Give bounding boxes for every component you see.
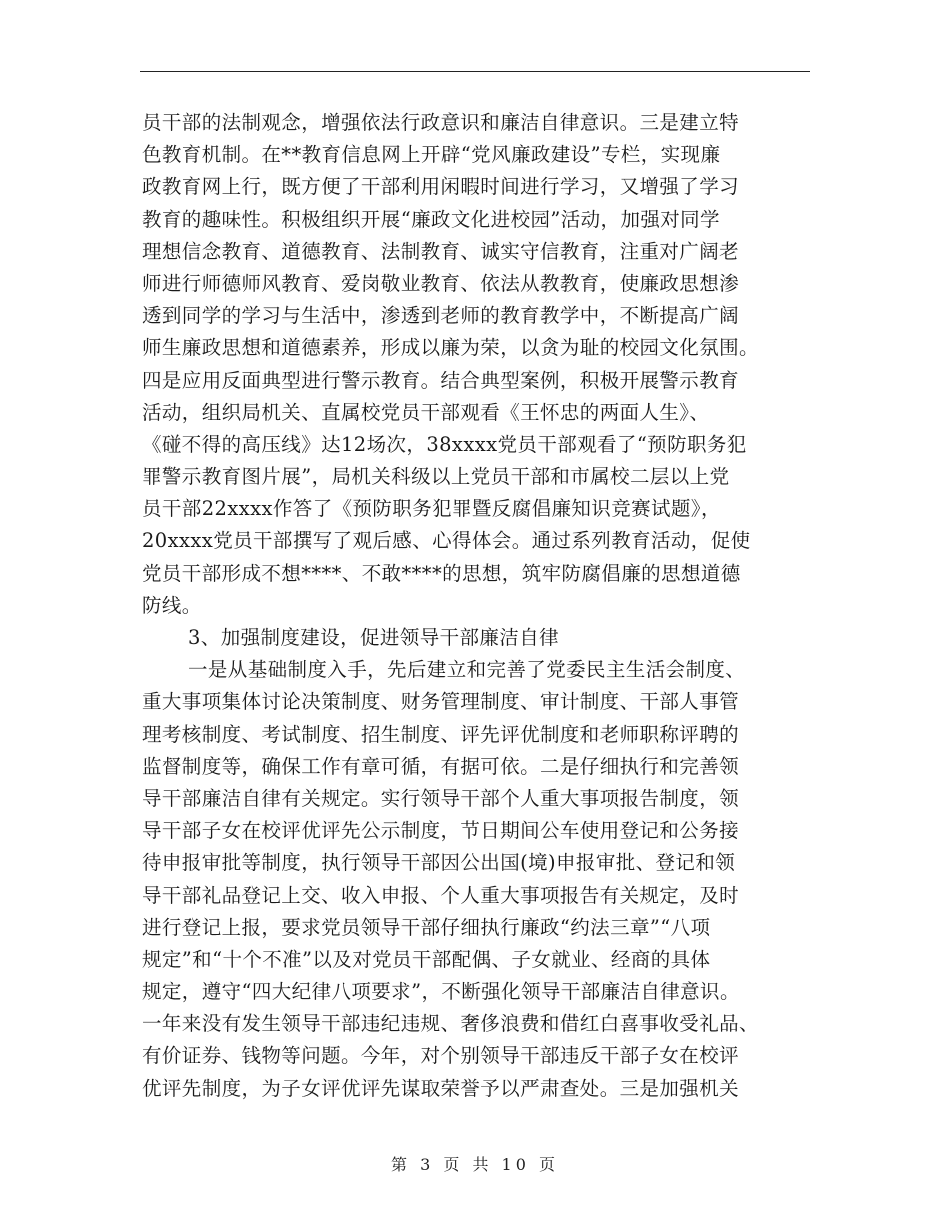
page-number: 第 3 页 共 10 页: [391, 1155, 559, 1174]
section-line: 监督制度等，确保工作有章可循，有据可依。二是仔细执行和完善领: [142, 754, 740, 778]
body-line: 员干部的法制观念，增强依法行政意识和廉洁自律意识。三是建立特: [142, 111, 740, 134]
body-line: 员干部22xxxx作答了《预防职务犯罪暨反腐倡廉知识竞赛试题》，: [142, 497, 721, 521]
section-heading: 3、加强制度建设，促进领导干部廉洁自律: [188, 626, 560, 649]
body-line: 《碰不得的高压线》达12场次，38xxxx党员干部观看了“预防职务犯: [142, 432, 747, 456]
section-line: 理考核制度、考试制度、招生制度、评先评优制度和老师职称评聘的: [142, 722, 740, 746]
body-line: 理想信念教育、道德教育、法制教育、诚实守信教育，注重对广阔老: [142, 239, 740, 263]
body-line: 教育的趣味性。积极组织开展“廉政文化进校园”活动，加强对同学: [142, 207, 720, 231]
section-line: 有价证券、钱物等问题。今年，对个别领导干部违反干部子女在校评: [142, 1044, 740, 1068]
body-line: 透到同学的学习与生活中，渗透到老师的教育教学中，不断提高广阔: [142, 304, 740, 328]
section-line: 优评先制度，为子女评优评先谋取荣誉予以严肃查处。三是加强机关: [142, 1076, 740, 1100]
body-line: 党员干部形成不想****、不敢****的思想，筑牢防腐倡廉的思想道德: [142, 561, 741, 585]
section-line: 待申报审批等制度，执行领导干部因公出国(境)申报审批、登记和领: [142, 851, 736, 875]
body-line: 四是应用反面典型进行警示教育。结合典型案例，积极开展警示教育: [142, 368, 740, 392]
section-line: 导干部子女在校评优评先公示制度，节日期间公车使用登记和公务接: [142, 819, 740, 843]
document-body: [142, 107, 812, 1105]
body-line: 活动，组织局机关、直属校党员干部观看《王怀忠的两面人生》、: [142, 400, 710, 424]
body-line: 师进行师德师风教育、爱岗敬业教育、依法从教教育，使廉政思想渗: [142, 271, 740, 295]
section-line: 规定”和“十个不准”以及对党员干部配偶、子女就业、经商的具体: [142, 947, 711, 971]
body-line: 政教育网上行，既方便了干部利用闲暇时间进行学习，又增强了学习: [142, 175, 740, 199]
section-line: 导干部礼品登记上交、收入申报、个人重大事项报告有关规定，及时: [142, 883, 740, 907]
section-line: 进行登记上报，要求党员领导干部仔细执行廉政“约法三章”“八项: [142, 915, 711, 939]
header-rule: [140, 71, 810, 72]
body-line: 20xxxx党员干部撰写了观后感、心得体会。通过系列教育活动，促使: [142, 529, 751, 553]
body-line: 罪警示教育图片展”，局机关科级以上党员干部和市属校二层以上党: [142, 465, 730, 489]
body-line: 师生廉政思想和道德素养，形成以廉为荣，以贪为耻的校园文化氛围。: [142, 336, 759, 360]
body-line: 防线。: [142, 593, 202, 617]
section-line: 导干部廉洁自律有关规定。实行领导干部个人重大事项报告制度，领: [142, 786, 740, 810]
section-line: 规定，遵守“四大纪律八项要求”，不断强化领导干部廉洁自律意识。: [142, 980, 740, 1004]
section-line: 重大事项集体讨论决策制度、财务管理制度、审计制度、干部人事管: [142, 690, 740, 714]
section-line: 一年来没有发生领导干部违纪违规、奢侈浪费和借红白喜事收受礼品、: [142, 1012, 759, 1036]
section-line: 一是从基础制度入手，先后建立和完善了党委民主生活会制度、: [188, 658, 746, 682]
body-line: 色教育机制。在**教育信息网上开辟“党风廉政建设”专栏，实现廉: [142, 143, 721, 167]
